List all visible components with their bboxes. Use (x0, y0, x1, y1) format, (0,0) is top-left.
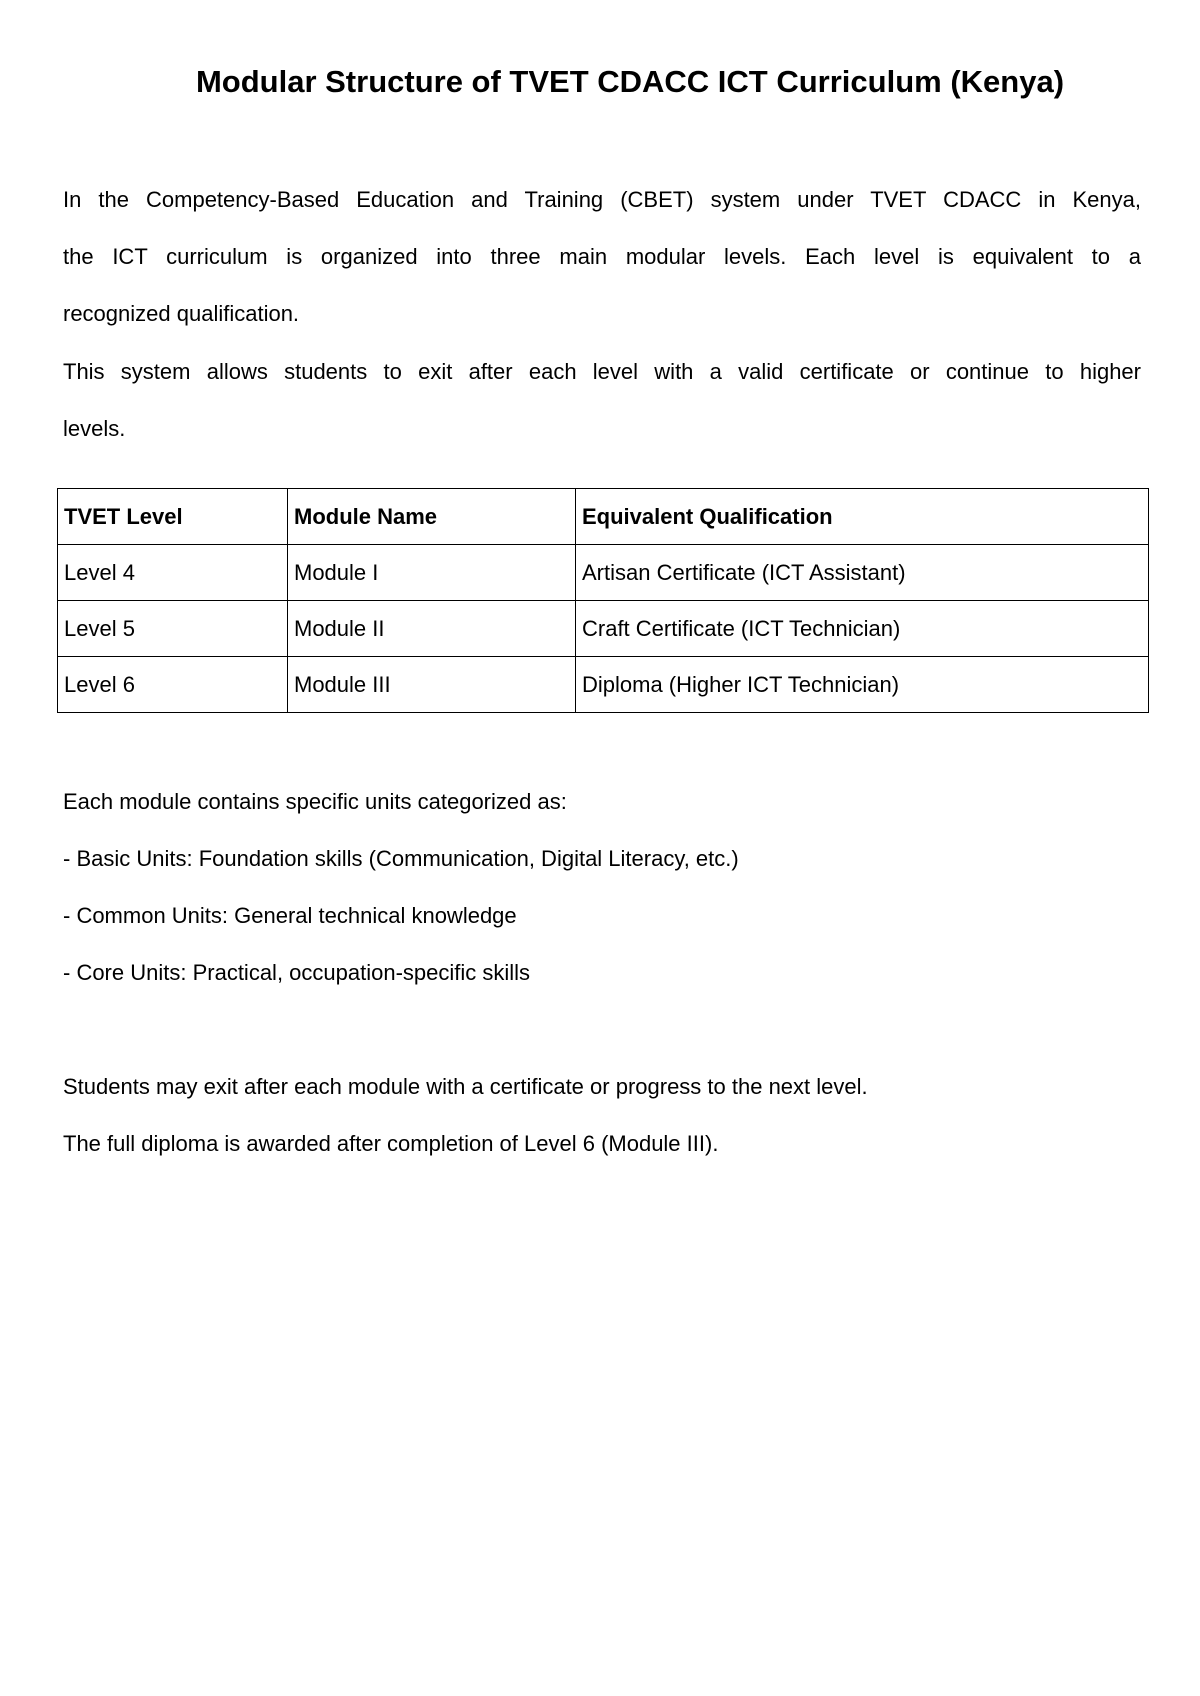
units-item-basic: - Basic Units: Foundation skills (Communication, Digital Literacy, etc.) (63, 846, 739, 871)
units-intro: Each module contains specific units categorized as: (63, 789, 567, 814)
intro-line-3: recognized qualification. (63, 301, 300, 326)
cell-module: Module I (288, 545, 576, 601)
table-row (58, 545, 1149, 601)
table-row (58, 657, 1149, 713)
page-title: Modular Structure of TVET CDACC ICT Curriculum (Kenya) (195, 64, 1065, 99)
cell-level: Level 5 (58, 601, 288, 657)
qualification-table (57, 488, 1149, 713)
units-item-core: - Core Units: Practical, occupation-specific skills (63, 960, 531, 985)
cell-qualification: Craft Certificate (ICT Technician) (576, 601, 1149, 657)
header-equivalent-qualification: Equivalent Qualification (576, 489, 1149, 545)
intro-line-5: levels. (63, 416, 126, 441)
intro-line-2: the ICT curriculum is organized into three main modular levels. Each level is equivalent to a (63, 244, 1141, 269)
cell-level: Level 6 (58, 657, 288, 713)
intro-line-4: This system allows students to exit after each level with a valid certificate or continue to higher (63, 359, 1141, 384)
cell-module: Module III (288, 657, 576, 713)
intro-line-1: In the Competency-Based Education and Training (CBET) system under TVET CDACC in Kenya, (63, 187, 1141, 212)
cell-qualification: Artisan Certificate (ICT Assistant) (576, 545, 1149, 601)
table-header-row (58, 489, 1149, 545)
table-row (58, 601, 1149, 657)
units-item-common: - Common Units: General technical knowledge (63, 903, 517, 928)
closing-line-2: The full diploma is awarded after completion of Level 6 (Module III). (63, 1131, 719, 1156)
header-tvet-level: TVET Level (58, 489, 288, 545)
header-module-name: Module Name (288, 489, 576, 545)
closing-line-1: Students may exit after each module with a certificate or progress to the next level. (63, 1074, 868, 1099)
cell-level: Level 4 (58, 545, 288, 601)
cell-module: Module II (288, 601, 576, 657)
cell-qualification: Diploma (Higher ICT Technician) (576, 657, 1149, 713)
